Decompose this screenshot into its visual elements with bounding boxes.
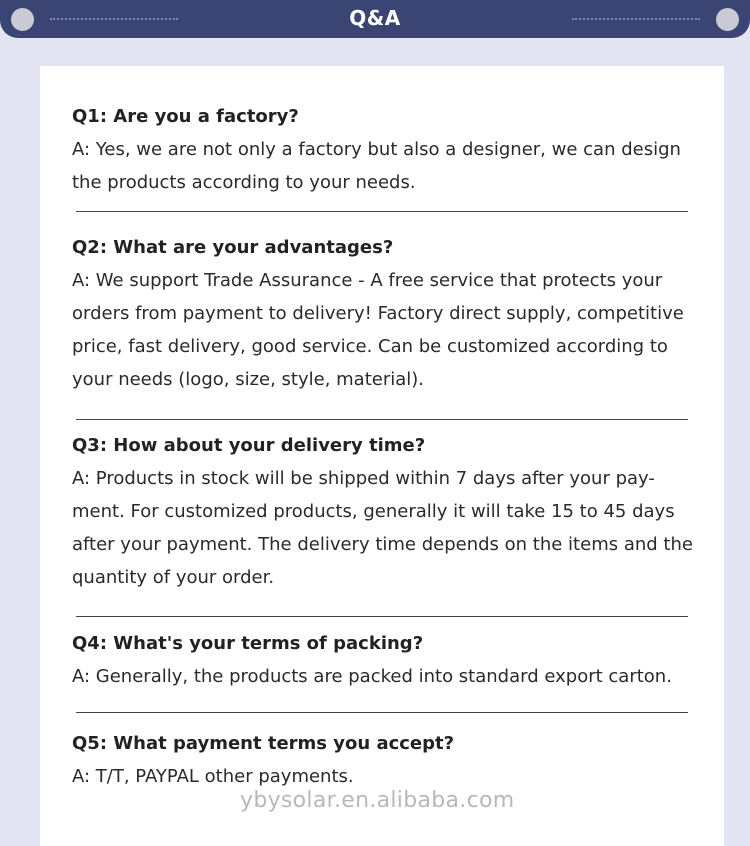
faq-question-4: Q4: What's your terms of packing?	[72, 633, 424, 654]
faq-divider-2	[76, 419, 688, 420]
faq-divider-4	[76, 712, 688, 713]
faq-question-1: Q1: Are you a factory?	[72, 106, 299, 127]
faq-divider-1	[76, 211, 688, 212]
faq-item-3	[72, 429, 697, 594]
faq-item-1	[72, 100, 697, 199]
faq-question-2: Q2: What are your advantages?	[72, 237, 394, 258]
faq-item-5	[72, 727, 697, 793]
faq-question-3: Q3: How about your delivery time?	[72, 435, 426, 456]
faq-answer-4: A: Generally, the products are packed into standard export carton.	[72, 666, 672, 687]
faq-answer-5: A: T/T, PAYPAL other payments.	[72, 766, 354, 787]
faq-item-4	[72, 627, 697, 693]
faq-item-2	[72, 231, 697, 396]
faq-answer-3: A: Products in stock will be shipped within 7 days after your pay-ment. For customized products, generally it will take 15 to 45 days after your payment. The delivery time depends on the items and the quantity of your order.	[72, 468, 693, 588]
header-bar	[0, 0, 750, 38]
faq-answer-1: A: Yes, we are not only a factory but also a designer, we can design the products according to your needs.	[72, 139, 681, 193]
faq-divider-3	[76, 616, 688, 617]
page-title: Q&A	[349, 6, 401, 30]
right-dotted-line	[572, 18, 700, 20]
faq-answer-2: A: We support Trade Assurance - A free service that protects your orders from payment to delivery! Factory direct supply, competitive price, fast delivery, good service. Can be customized according to your needs (logo, size, style, material).	[72, 270, 684, 390]
watermark: ybysolar.en.alibaba.com	[240, 788, 515, 813]
right-dot-icon	[716, 8, 739, 31]
faq-question-5: Q5: What payment terms you accept?	[72, 733, 455, 754]
